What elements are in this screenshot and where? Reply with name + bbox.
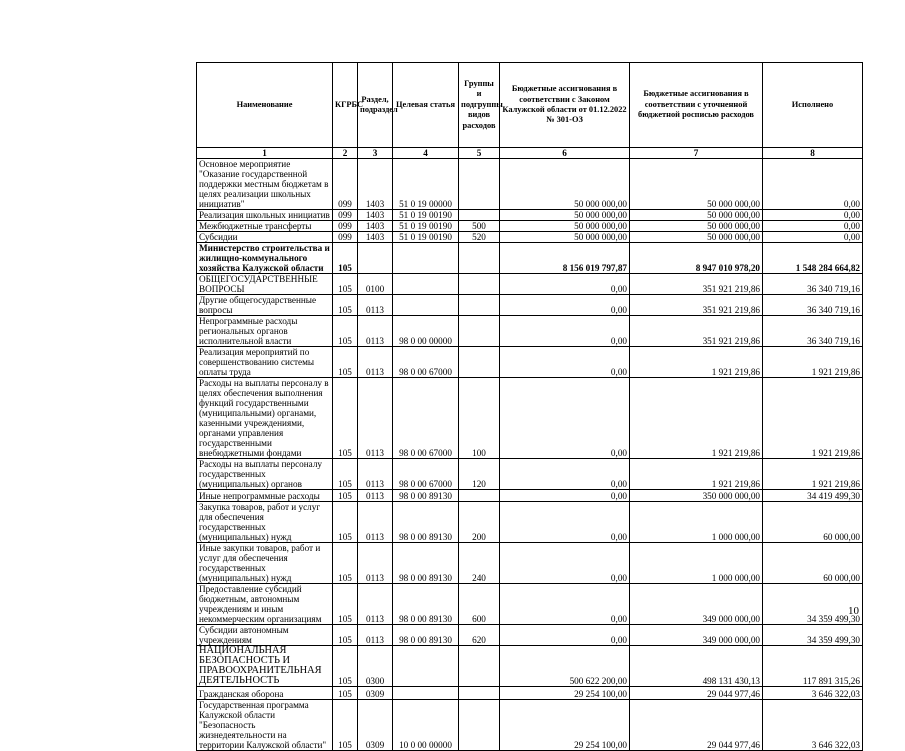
row-target-article: 98 0 00 89130 <box>393 584 459 625</box>
row-razdel: 1403 <box>358 232 393 243</box>
row-law-allocation: 0,00 <box>500 459 630 490</box>
row-expense-group: 520 <box>459 232 500 243</box>
row-target-article: 98 0 00 89130 <box>393 502 459 543</box>
row-razdel: 0113 <box>358 502 393 543</box>
row-razdel <box>358 243 393 274</box>
table-row <box>197 295 863 316</box>
row-target-article: 10 0 00 00000 <box>393 700 459 751</box>
row-executed: 0,00 <box>763 232 863 243</box>
row-executed: 34 359 499,30 <box>763 625 863 646</box>
row-razdel: 0113 <box>358 459 393 490</box>
row-revised-allocation: 351 921 219,86 <box>630 274 763 295</box>
row-target-article <box>393 243 459 274</box>
row-expense-group <box>459 210 500 221</box>
row-law-allocation: 0,00 <box>500 490 630 502</box>
row-revised-allocation: 29 044 977,46 <box>630 700 763 751</box>
row-revised-allocation: 50 000 000,00 <box>630 159 763 210</box>
column-number-row <box>197 148 863 159</box>
row-law-allocation: 0,00 <box>500 625 630 646</box>
row-razdel: 1403 <box>358 159 393 210</box>
row-name: Расходы на выплаты персоналу государственных (муниципальных) органов <box>197 459 333 490</box>
row-target-article: 51 0 19 00190 <box>393 210 459 221</box>
row-law-allocation: 0,00 <box>500 543 630 584</box>
row-kgrbs: 105 <box>333 490 358 502</box>
row-razdel: 0113 <box>358 347 393 378</box>
row-target-article <box>393 687 459 700</box>
row-target-article: 51 0 19 00190 <box>393 221 459 232</box>
row-revised-allocation: 50 000 000,00 <box>630 232 763 243</box>
row-kgrbs: 105 <box>333 459 358 490</box>
row-target-article: 98 0 00 00000 <box>393 316 459 347</box>
table-body <box>197 159 863 751</box>
header-razdel: Раздел, подраздел <box>358 63 393 148</box>
table-row <box>197 243 863 274</box>
row-law-allocation: 8 156 019 797,87 <box>500 243 630 274</box>
row-name: Иные закупки товаров, работ и услуг для обеспечения государственных (муниципальных) нужд <box>197 543 333 584</box>
table-row <box>197 584 863 625</box>
row-executed: 34 359 499,30 <box>763 584 863 625</box>
row-razdel: 1403 <box>358 210 393 221</box>
table-row <box>197 210 863 221</box>
table-row <box>197 687 863 700</box>
row-razdel: 0309 <box>358 687 393 700</box>
row-name: Межбюджетные трансферты <box>197 221 333 232</box>
row-law-allocation: 0,00 <box>500 584 630 625</box>
row-kgrbs: 105 <box>333 316 358 347</box>
row-executed: 3 646 322,03 <box>763 687 863 700</box>
row-law-allocation: 0,00 <box>500 378 630 459</box>
row-law-allocation: 0,00 <box>500 316 630 347</box>
row-target-article <box>393 295 459 316</box>
row-kgrbs: 099 <box>333 232 358 243</box>
row-revised-allocation: 349 000 000,00 <box>630 584 763 625</box>
row-executed: 117 891 315,26 <box>763 646 863 687</box>
row-law-allocation: 29 254 100,00 <box>500 700 630 751</box>
row-expense-group <box>459 646 500 687</box>
row-revised-allocation: 498 131 430,13 <box>630 646 763 687</box>
table-row <box>197 221 863 232</box>
row-revised-allocation: 1 921 219,86 <box>630 347 763 378</box>
row-revised-allocation: 50 000 000,00 <box>630 210 763 221</box>
table-row <box>197 159 863 210</box>
row-expense-group: 100 <box>459 378 500 459</box>
row-kgrbs: 099 <box>333 159 358 210</box>
row-expense-group <box>459 295 500 316</box>
row-kgrbs: 105 <box>333 687 358 700</box>
row-law-allocation: 0,00 <box>500 295 630 316</box>
row-revised-allocation: 8 947 010 978,20 <box>630 243 763 274</box>
table-row <box>197 316 863 347</box>
header-executed: Исполнено <box>763 63 863 148</box>
row-law-allocation: 50 000 000,00 <box>500 210 630 221</box>
table-row <box>197 459 863 490</box>
row-executed: 1 548 284 664,82 <box>763 243 863 274</box>
row-executed: 60 000,00 <box>763 502 863 543</box>
row-law-allocation: 50 000 000,00 <box>500 221 630 232</box>
row-name: Министерство строительства и жилищно-коммунального хозяйства Калужской области <box>197 243 333 274</box>
header-revised-allocations: Бюджетные ассигнования в соответствии с уточненной бюджетной росписью расходов <box>630 63 763 148</box>
row-executed: 1 921 219,86 <box>763 347 863 378</box>
row-name: Реализация школьных инициатив <box>197 210 333 221</box>
row-law-allocation: 50 000 000,00 <box>500 232 630 243</box>
row-expense-group <box>459 274 500 295</box>
row-kgrbs: 105 <box>333 378 358 459</box>
column-number: 6 <box>500 148 630 159</box>
row-target-article <box>393 274 459 295</box>
row-expense-group <box>459 159 500 210</box>
table-row <box>197 625 863 646</box>
row-target-article: 51 0 19 00000 <box>393 159 459 210</box>
header-target-article: Целевая статья <box>393 63 459 148</box>
row-kgrbs: 105 <box>333 295 358 316</box>
row-name: Другие общегосударственные вопросы <box>197 295 333 316</box>
row-target-article: 98 0 00 89130 <box>393 543 459 584</box>
row-kgrbs: 105 <box>333 502 358 543</box>
row-target-article: 98 0 00 89130 <box>393 625 459 646</box>
row-name: Иные непрограммные расходы <box>197 490 333 502</box>
row-razdel: 0100 <box>358 274 393 295</box>
row-executed: 1 921 219,86 <box>763 459 863 490</box>
row-executed: 36 340 719,16 <box>763 274 863 295</box>
row-executed: 0,00 <box>763 159 863 210</box>
header-name: Наименование <box>197 63 333 148</box>
row-kgrbs: 105 <box>333 347 358 378</box>
row-kgrbs: 105 <box>333 584 358 625</box>
table-row <box>197 502 863 543</box>
row-executed: 0,00 <box>763 210 863 221</box>
row-law-allocation: 29 254 100,00 <box>500 687 630 700</box>
row-name: Государственная программа Калужской области "Безопасность жизнедеятельности на территории Калужской области" <box>197 700 333 751</box>
column-number: 3 <box>358 148 393 159</box>
row-razdel: 0113 <box>358 625 393 646</box>
row-razdel: 0113 <box>358 378 393 459</box>
row-revised-allocation: 350 000 000,00 <box>630 490 763 502</box>
row-revised-allocation: 50 000 000,00 <box>630 221 763 232</box>
row-executed: 36 340 719,16 <box>763 316 863 347</box>
column-number: 7 <box>630 148 763 159</box>
row-revised-allocation: 1 921 219,86 <box>630 378 763 459</box>
column-number: 1 <box>197 148 333 159</box>
row-target-article: 98 0 00 67000 <box>393 459 459 490</box>
row-razdel: 0300 <box>358 646 393 687</box>
row-razdel: 0113 <box>358 295 393 316</box>
row-name: Реализация мероприятий по совершенствованию системы оплаты труда <box>197 347 333 378</box>
row-kgrbs: 105 <box>333 243 358 274</box>
row-law-allocation: 0,00 <box>500 274 630 295</box>
row-revised-allocation: 29 044 977,46 <box>630 687 763 700</box>
row-revised-allocation: 1 000 000,00 <box>630 543 763 584</box>
row-target-article <box>393 646 459 687</box>
row-name: ОБЩЕГОСУДАРСТВЕННЫЕ ВОПРОСЫ <box>197 274 333 295</box>
row-revised-allocation: 351 921 219,86 <box>630 295 763 316</box>
row-razdel: 0113 <box>358 584 393 625</box>
row-kgrbs: 105 <box>333 700 358 751</box>
row-name: Субсидии <box>197 232 333 243</box>
page-number: 10 <box>848 605 859 617</box>
row-revised-allocation: 1 921 219,86 <box>630 459 763 490</box>
row-expense-group <box>459 316 500 347</box>
row-name: Гражданская оборона <box>197 687 333 700</box>
row-target-article: 98 0 00 89130 <box>393 490 459 502</box>
row-kgrbs: 105 <box>333 543 358 584</box>
row-executed: 36 340 719,16 <box>763 295 863 316</box>
header-expense-groups: Группы и подгруппы видов расходов <box>459 63 500 148</box>
row-law-allocation: 500 622 200,00 <box>500 646 630 687</box>
row-razdel: 0113 <box>358 316 393 347</box>
row-target-article: 98 0 00 67000 <box>393 347 459 378</box>
row-revised-allocation: 351 921 219,86 <box>630 316 763 347</box>
row-law-allocation: 0,00 <box>500 347 630 378</box>
row-name: Субсидии автономным учреждениям <box>197 625 333 646</box>
row-razdel: 1403 <box>358 221 393 232</box>
budget-table <box>196 62 863 751</box>
row-law-allocation: 50 000 000,00 <box>500 159 630 210</box>
row-razdel: 0113 <box>358 543 393 584</box>
row-name: Расходы на выплаты персоналу в целях обеспечения выполнения функций государственными (муниципальными) органами, казенными учреждениями, органами управления государственными внебюджетными фондами <box>197 378 333 459</box>
row-revised-allocation: 349 000 000,00 <box>630 625 763 646</box>
row-name: Закупка товаров, работ и услуг для обеспечения государственных (муниципальных) нужд <box>197 502 333 543</box>
row-kgrbs: 105 <box>333 625 358 646</box>
row-name: Основное мероприятие "Оказание государственной поддержки местным бюджетам в целях реализации школьных инициатив" <box>197 159 333 210</box>
column-number: 4 <box>393 148 459 159</box>
header-kgrbs: КГРБС <box>333 63 358 148</box>
row-name: НАЦИОНАЛЬНАЯ БЕЗОПАСНОСТЬ И ПРАВООХРАНИТЕЛЬНАЯ ДЕЯТЕЛЬНОСТЬ <box>197 646 333 687</box>
row-expense-group <box>459 490 500 502</box>
row-razdel: 0309 <box>358 700 393 751</box>
column-number: 5 <box>459 148 500 159</box>
row-executed: 60 000,00 <box>763 543 863 584</box>
row-kgrbs: 105 <box>333 646 358 687</box>
row-kgrbs: 105 <box>333 274 358 295</box>
column-number: 2 <box>333 148 358 159</box>
table-row <box>197 646 863 687</box>
row-expense-group: 120 <box>459 459 500 490</box>
table-row <box>197 378 863 459</box>
row-name: Предоставление субсидий бюджетным, автономным учреждениям и иным некоммерческим организациям <box>197 584 333 625</box>
table-row <box>197 274 863 295</box>
row-kgrbs: 099 <box>333 221 358 232</box>
row-expense-group: 200 <box>459 502 500 543</box>
row-expense-group: 600 <box>459 584 500 625</box>
row-razdel: 0113 <box>358 490 393 502</box>
row-expense-group: 620 <box>459 625 500 646</box>
row-expense-group: 500 <box>459 221 500 232</box>
row-executed: 34 419 499,30 <box>763 490 863 502</box>
row-expense-group: 240 <box>459 543 500 584</box>
table-row <box>197 347 863 378</box>
row-name: Непрограммные расходы региональных органов исполнительной власти <box>197 316 333 347</box>
table-row <box>197 700 863 751</box>
row-executed: 3 646 322,03 <box>763 700 863 751</box>
table-row <box>197 490 863 502</box>
row-executed: 1 921 219,86 <box>763 378 863 459</box>
row-expense-group <box>459 347 500 378</box>
row-executed: 0,00 <box>763 221 863 232</box>
table-row <box>197 543 863 584</box>
row-expense-group <box>459 687 500 700</box>
row-target-article: 98 0 00 67000 <box>393 378 459 459</box>
row-expense-group <box>459 700 500 751</box>
column-number: 8 <box>763 148 863 159</box>
row-target-article: 51 0 19 00190 <box>393 232 459 243</box>
row-kgrbs: 099 <box>333 210 358 221</box>
row-revised-allocation: 1 000 000,00 <box>630 502 763 543</box>
row-expense-group <box>459 243 500 274</box>
table-header-row <box>197 63 863 148</box>
header-law-allocations: Бюджетные ассигнования в соответствии с Законом Калужской области от 01.12.2022 № 301-ОЗ <box>500 63 630 148</box>
table-row <box>197 232 863 243</box>
row-law-allocation: 0,00 <box>500 502 630 543</box>
